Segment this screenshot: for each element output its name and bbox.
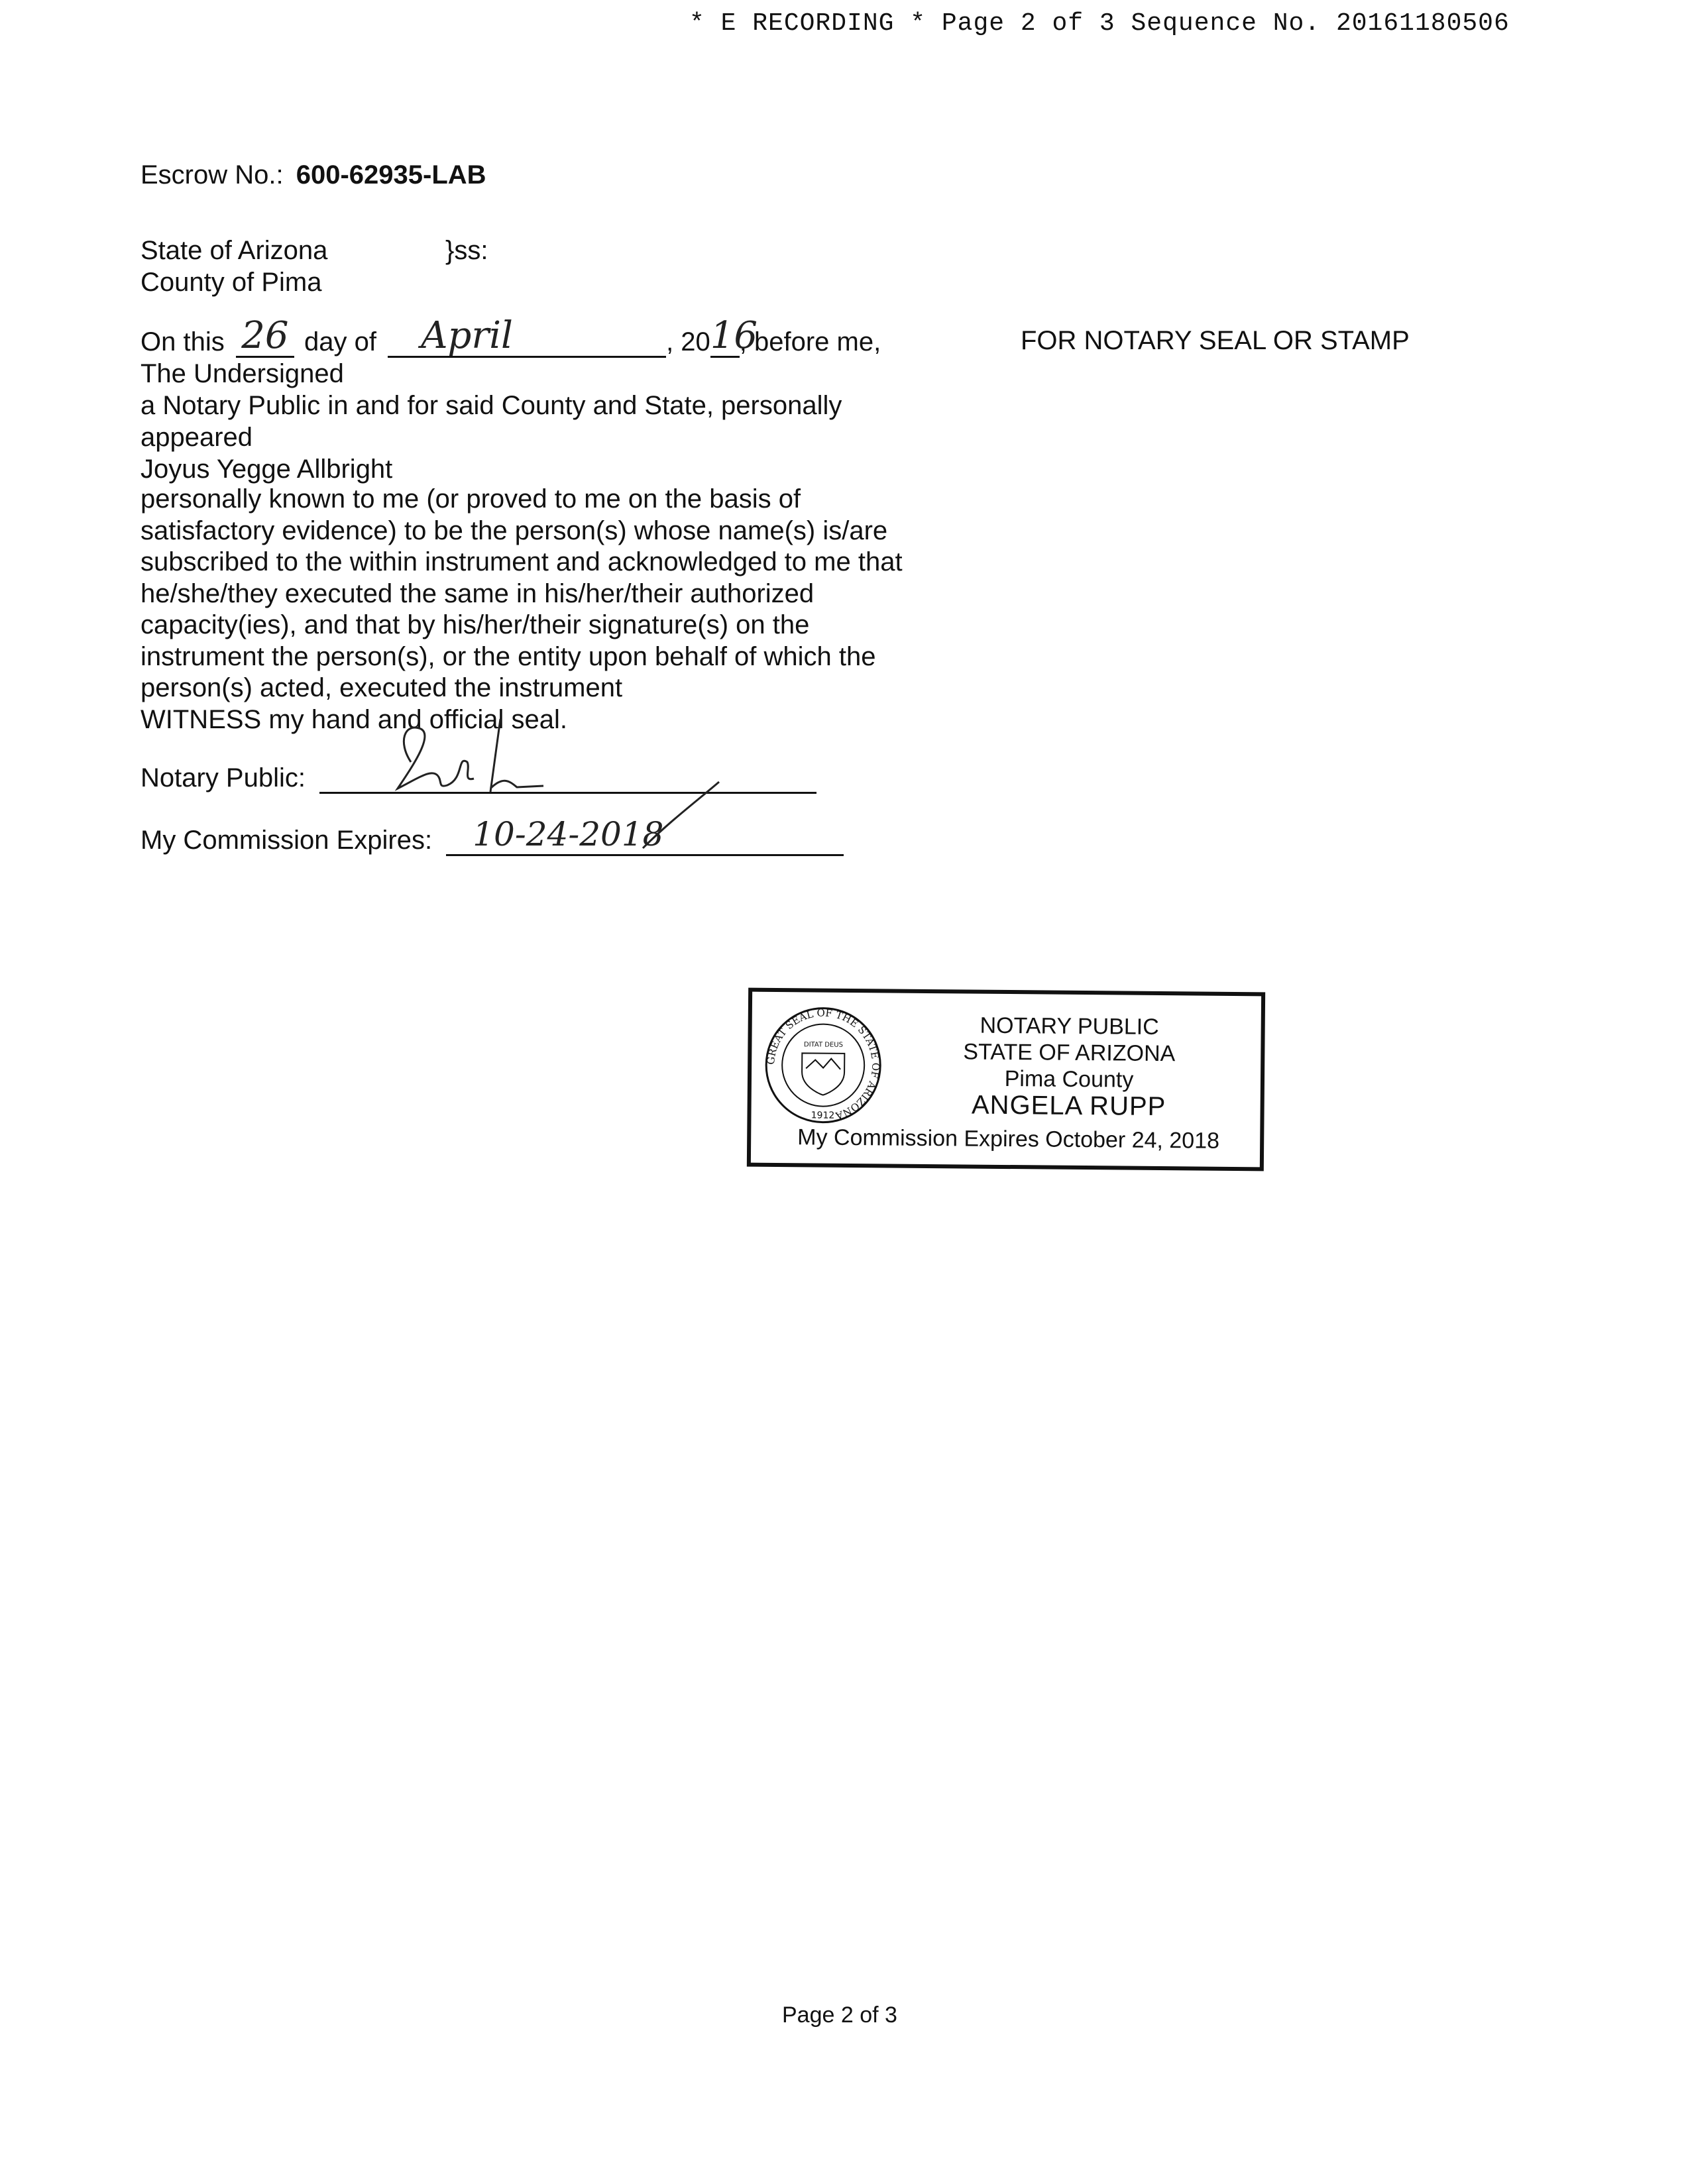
- body-line: satisfactory evidence) to be the person(s) whose name(s) is/are: [140, 516, 888, 545]
- before-me-text: , before me,: [739, 327, 881, 356]
- body-line: instrument the person(s), or the entity upon behalf of which the: [140, 641, 876, 671]
- stamp-line-2: STATE OF ARIZONA: [963, 1039, 1176, 1067]
- year-value: 16: [710, 314, 758, 357]
- signer-name: Joyus Yegge Allbright: [140, 455, 393, 484]
- stamp-notary-name: ANGELA RUPP: [971, 1090, 1166, 1122]
- stamp-expiration: My Commission Expires October 24, 2018: [797, 1124, 1220, 1154]
- body-line: personally known to me (or proved to me on the basis of: [140, 484, 801, 514]
- seal-area-label: FOR NOTARY SEAL OR STAMP: [1021, 326, 1410, 355]
- commission-line: [140, 815, 844, 856]
- appeared-text: appeared: [140, 423, 253, 452]
- notary-public-label: Notary Public:: [140, 763, 306, 792]
- seal-motto: DITAT DEUS: [803, 1041, 844, 1049]
- day-of-text: day of: [304, 327, 376, 356]
- notary-stamp: [747, 988, 1265, 1172]
- body-line: he/she/they executed the same in his/her/their authorized: [140, 578, 815, 608]
- escrow-number: 600-62935-LAB: [296, 160, 486, 190]
- seal-ring-text: GREAT SEAL OF THE STATE OF ARIZONA: [764, 1007, 882, 1122]
- recording-header: * E RECORDING * Page 2 of 3 Sequence No. 20161180506: [689, 9, 1510, 38]
- venue-county: County of Pima: [140, 268, 322, 297]
- stamp-line-3: Pima County: [1004, 1065, 1134, 1093]
- acknowledgment-date-line: [140, 314, 881, 358]
- acknowledgment-body: [140, 484, 949, 736]
- day-blank: [236, 314, 294, 358]
- commission-value: 10-24-2018: [473, 815, 664, 853]
- seal-year: 1912: [811, 1110, 835, 1121]
- stamp-line-1: NOTARY PUBLIC: [980, 1012, 1159, 1040]
- commission-flourish: [616, 775, 729, 855]
- escrow-line: [140, 159, 486, 191]
- body-line: WITNESS my hand and official seal.: [140, 704, 567, 734]
- body-line: subscribed to the within instrument and acknowledged to me that: [140, 547, 903, 576]
- year-prefix: , 20: [666, 327, 710, 356]
- state-seal-icon: [763, 1005, 883, 1126]
- on-this-text: On this: [140, 327, 225, 356]
- year-blank: [710, 314, 758, 358]
- notary-line: a Notary Public in and for said County and State, personally: [140, 391, 842, 420]
- body-line: capacity(ies), and that by his/her/their signature(s) on the: [140, 610, 810, 639]
- venue-ss: }ss:: [445, 236, 488, 265]
- notary-signature: [384, 716, 570, 802]
- page-number: Page 2 of 3: [782, 2002, 897, 2028]
- body-line: person(s) acted, executed the instrument: [140, 673, 623, 702]
- month-value: April: [421, 314, 513, 357]
- officer-name: The Undersigned: [140, 359, 344, 388]
- commission-label: My Commission Expires:: [140, 826, 433, 855]
- venue-state: State of Arizona: [140, 236, 328, 265]
- stamp-text-block: [883, 1011, 1254, 1120]
- month-blank: [388, 314, 666, 358]
- day-value: 26: [241, 314, 289, 357]
- escrow-label: Escrow No.:: [140, 160, 284, 190]
